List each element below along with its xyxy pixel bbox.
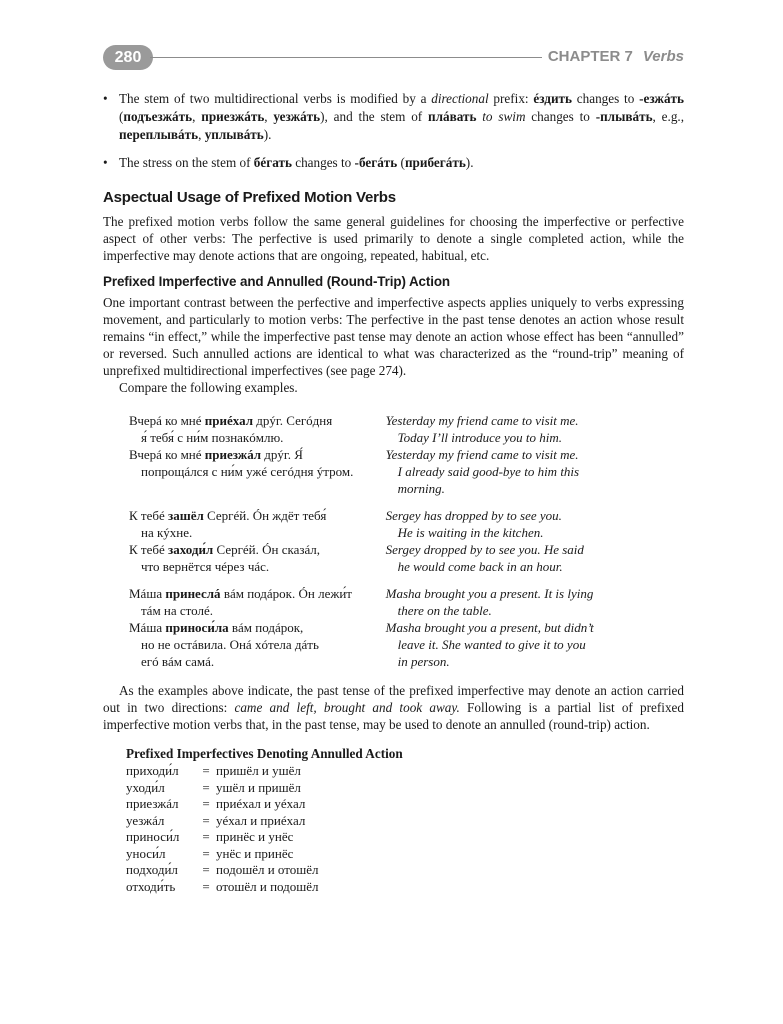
translation-line: Today I’ll introduce you to him. xyxy=(397,430,563,445)
text-run: Сергéй. Óн ждёт тебя́ xyxy=(203,508,327,523)
russian-line xyxy=(129,602,386,619)
text-run: changes to xyxy=(525,109,596,124)
russian-line xyxy=(129,507,386,524)
chapter-section: Verbs xyxy=(642,48,684,65)
text-run: К тебé xyxy=(129,508,169,523)
translation-line: leave it. She wanted to give it to you xyxy=(397,637,586,652)
bold-term: приноси́ла xyxy=(165,620,229,635)
bullet-item xyxy=(103,90,684,144)
text-run: тáм на столé. xyxy=(141,603,214,618)
page-number-badge: 280 xyxy=(103,45,153,70)
verb-meaning: подошёл и отошёл xyxy=(216,862,319,877)
bullet-dot: • xyxy=(103,91,108,106)
translation-line: Sergey has dropped by to see you. xyxy=(385,508,562,523)
translation-line: there on the table. xyxy=(397,603,492,618)
russian-line xyxy=(129,463,386,480)
translation-line: Yesterday my friend came to visit me. xyxy=(385,447,579,462)
russian-line xyxy=(129,619,386,636)
bold-term: плáвать xyxy=(428,109,477,124)
example-group xyxy=(129,507,684,575)
verb: уходи́л xyxy=(126,779,165,795)
russian-line xyxy=(129,653,386,670)
bold-term: уплывáть xyxy=(204,127,264,142)
text-run: ), and the stem of xyxy=(320,109,429,124)
equals-sign: = xyxy=(202,796,210,811)
bold-term: éздить xyxy=(533,91,572,106)
text-run: ). xyxy=(263,127,272,142)
bold-term: приéхал xyxy=(204,413,254,428)
translation-line: in person. xyxy=(397,654,450,669)
verb: подходи́л xyxy=(126,862,178,877)
translation-line: He is waiting in the kitchen. xyxy=(397,525,544,540)
text-run: prefix: xyxy=(488,91,534,106)
text-run: Вчерá ко мнé xyxy=(129,447,205,462)
bold-term: -бегáть xyxy=(354,155,398,170)
translation-line: morning. xyxy=(397,481,445,496)
closing-paragraph xyxy=(103,682,684,733)
verb-meaning: отошёл и подошёл xyxy=(216,878,319,894)
translation-line: Sergey dropped by to see you. He said xyxy=(385,542,584,557)
russian-line xyxy=(129,446,386,463)
equals-sign: = xyxy=(202,845,210,861)
list-item xyxy=(126,846,684,863)
list-item xyxy=(126,862,684,879)
text-run: The stem of two multidirectional verbs is modified by a xyxy=(119,91,432,106)
text-run: вáм подáрок, xyxy=(228,620,304,635)
text-run: , xyxy=(264,109,274,124)
bold-term: уезжáть xyxy=(273,109,321,124)
verb: приходи́л xyxy=(126,763,179,778)
text-run: Вчерá ко мнé xyxy=(129,413,205,428)
translation-line: I already said good-bye to him this xyxy=(397,464,580,479)
verb-meaning: уéхал и приéхал xyxy=(216,812,306,828)
bold-term: -плывáть xyxy=(595,109,653,124)
equals-sign: = xyxy=(202,763,210,778)
text-run: дрýг. Сегóдня xyxy=(253,413,333,428)
text-run: , e.g., xyxy=(652,109,685,124)
verb: уноси́л xyxy=(126,845,166,861)
russian-example xyxy=(129,412,386,497)
equals-sign: = xyxy=(202,878,210,894)
translation-line: Masha brought you a present. It is lying xyxy=(385,586,594,601)
text-run: дрýг. Я́ xyxy=(261,447,303,462)
equals-sign: = xyxy=(202,829,210,844)
text-run: The stress on the stem of xyxy=(119,155,254,170)
verb: приезжáл xyxy=(126,796,179,811)
english-translation xyxy=(386,585,684,670)
compare-note: Compare the following examples. xyxy=(119,380,298,395)
text-run: Мáша xyxy=(129,586,166,601)
russian-line xyxy=(129,412,386,429)
text-run: я́ тебя́ с ни́м познакóмлю. xyxy=(141,430,284,445)
bold-term: приезжáл xyxy=(204,447,261,462)
example-group xyxy=(129,585,684,670)
russian-line xyxy=(129,636,386,653)
equals-sign: = xyxy=(202,862,210,877)
translation-line: Yesterday my friend came to visit me. xyxy=(385,413,579,428)
bold-term: переплывáть xyxy=(119,127,199,142)
list-item xyxy=(126,879,684,896)
list-item xyxy=(126,796,684,813)
english-translation xyxy=(386,507,684,575)
verb: уезжáл xyxy=(126,812,165,828)
text-run: changes to xyxy=(572,91,640,106)
italic-term: directional xyxy=(431,91,489,106)
russian-line xyxy=(129,558,386,575)
verb: приноси́л xyxy=(126,829,180,844)
text-run: ( xyxy=(397,155,405,170)
verb-meaning: приéхал и уéхал xyxy=(216,796,306,811)
text-run: , xyxy=(198,127,205,142)
annulled-verb-list xyxy=(126,744,684,895)
chapter-label: CHAPTER 7 xyxy=(547,48,633,65)
english-translation xyxy=(386,412,684,497)
bold-term: подъезжáть xyxy=(123,109,193,124)
equals-sign: = xyxy=(202,812,210,828)
header-rule xyxy=(150,57,542,58)
italic-term: came and left, brought and took away. xyxy=(234,700,460,715)
bold-term: зашёл xyxy=(168,508,204,523)
list-item xyxy=(126,780,684,797)
equals-sign: = xyxy=(202,779,210,795)
text-run: вáм подáрок. Óн лежи́т xyxy=(220,586,352,601)
russian-line xyxy=(129,429,386,446)
example-list xyxy=(103,412,684,670)
italic-term: to swim xyxy=(482,109,526,124)
subsection-paragraph: One important contrast between the perfective and imperfective aspects applies uniquely to verbs expressing movement, and particularly to motion verbs: The perfective in the past tense denotes an action whose result remains “in effect,” while the imperfective past tense may denote an action whose effect has been “annulled” or reversed. Such annulled actions are identical to what was characterized as the “round-trip” meaning of unprefixed multidirectional imperfectives (see page 274). xyxy=(103,295,684,378)
section-heading: Aspectual Usage of Prefixed Motion Verbs xyxy=(103,189,396,206)
example-group xyxy=(129,412,684,497)
subsection-heading: Prefixed Imperfective and Annulled (Round-Trip) Action xyxy=(103,274,450,289)
text-run: попрощáлся с ни́м ужé сегóдня ýтром. xyxy=(141,464,354,479)
chapter-heading xyxy=(548,48,684,65)
russian-line xyxy=(129,585,386,602)
text-run: ( xyxy=(119,109,124,124)
russian-example xyxy=(129,507,386,575)
text-run: ). xyxy=(465,155,474,170)
bullet-text xyxy=(119,91,684,142)
verb: отходи́ть xyxy=(126,878,176,894)
text-run: на кýхне. xyxy=(141,525,193,540)
russian-line xyxy=(129,541,386,558)
bold-term: -езжáть xyxy=(639,91,684,106)
bold-term: бéгать xyxy=(253,155,292,170)
text-run: Сергéй. Óн сказáл, xyxy=(213,542,321,557)
list-item xyxy=(126,829,684,846)
russian-example xyxy=(129,585,386,670)
verb-meaning: унёс и принёс xyxy=(216,845,294,861)
list-title: Prefixed Imperfectives Denoting Annulled Action xyxy=(126,746,403,761)
text-run: что вернётся чéрез чáс. xyxy=(141,559,270,574)
translation-line: he would come back in an hour. xyxy=(397,559,563,574)
list-rows xyxy=(126,763,684,895)
bullet-item xyxy=(103,154,684,172)
text-run: но не остáвила. Онá хóтела дáть xyxy=(141,637,319,652)
russian-line xyxy=(129,524,386,541)
verb-meaning: ушёл и пришёл xyxy=(216,779,301,795)
bold-term: принеслá xyxy=(165,586,221,601)
bold-term: прибегáть xyxy=(404,155,466,170)
bold-term: приезжáть xyxy=(201,109,265,124)
verb-meaning: пришёл и ушёл xyxy=(216,763,301,778)
page-content xyxy=(103,90,684,895)
text-run: егó вáм самá. xyxy=(141,654,215,669)
list-item xyxy=(126,813,684,830)
list-item xyxy=(126,763,684,780)
text-run: changes to xyxy=(291,155,355,170)
bullet-text xyxy=(119,155,474,170)
bullet-dot: • xyxy=(103,155,108,170)
text-run: As the examples above indicate, the past tense of the prefixed imperfective may denote an action carried out in two directions: xyxy=(103,683,684,715)
text-run: К тебé xyxy=(129,542,169,557)
text-run: Following is a partial list of prefixed imperfective motion verbs that, in the past tense, may be used to denote an annulled (round-trip) action. xyxy=(103,700,684,732)
bold-term: заходи́л xyxy=(168,542,214,557)
text-run: Мáша xyxy=(129,620,166,635)
section-paragraph: The prefixed motion verbs follow the same general guidelines for choosing the imperfective or perfective aspect of other verbs: The perfective is used primarily to denote a single completed action, while the imperfective may denote actions that are ongoing, repeated, habitual, etc. xyxy=(103,214,684,263)
translation-line: Masha brought you a present, but didn’t xyxy=(385,620,594,635)
verb-meaning: принёс и унёс xyxy=(216,829,294,844)
text-run: , xyxy=(192,109,202,124)
